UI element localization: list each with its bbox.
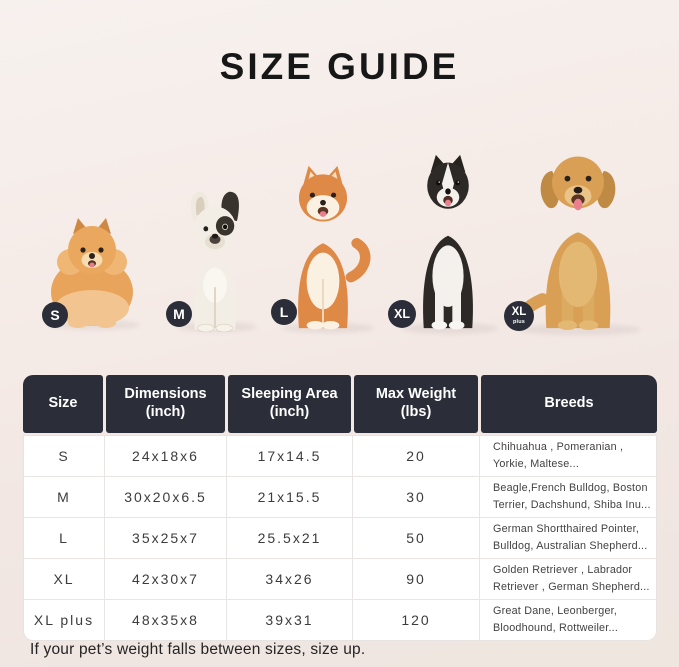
table-row xyxy=(24,517,656,558)
size-badge-xl-plus xyxy=(504,301,534,331)
header-size: Size xyxy=(23,375,103,433)
size-badge-s xyxy=(42,302,68,328)
size-badge-s-label: S xyxy=(50,307,60,323)
table-body xyxy=(23,435,657,641)
size-badge-m xyxy=(166,301,192,327)
breeds-cell: German Shortthaired Pointer, Bulldog, Australian Shepherd... xyxy=(493,522,648,552)
sleeping-area-cell: 39x31 xyxy=(227,600,353,640)
table-row xyxy=(24,599,656,640)
size-cell: L xyxy=(24,518,105,558)
dimensions-cell: 42x30x7 xyxy=(105,559,227,599)
page-title: SIZE GUIDE xyxy=(219,46,460,87)
size-cell: XL xyxy=(24,559,105,599)
dimensions-cell: 48x35x8 xyxy=(105,600,227,640)
size-up-note: If your pet’s weight falls between sizes, size up. xyxy=(30,641,366,658)
header-dimensions: Dimensions (inch) xyxy=(106,375,225,433)
size-badge-xl-plus-sublabel: plus xyxy=(512,318,526,325)
breeds-cell: Great Dane, Leonberger, Bloodhound, Rottweiler... xyxy=(493,604,619,634)
max-weight-cell: 50 xyxy=(353,518,480,558)
dimensions-cell: 35x25x7 xyxy=(105,518,227,558)
table-row xyxy=(24,558,656,599)
sleeping-area-cell: 34x26 xyxy=(227,559,353,599)
golden-retriever-image xyxy=(506,146,650,330)
max-weight-cell: 90 xyxy=(353,559,480,599)
sleeping-area-cell: 21x15.5 xyxy=(227,477,353,517)
size-guide-table xyxy=(23,375,657,641)
header-sleeping-area: Sleeping Area (inch) xyxy=(228,375,351,433)
header-max-weight: Max Weight (lbs) xyxy=(354,375,478,433)
header-breeds: Breeds xyxy=(481,375,657,433)
breeds-cell: Beagle,French Bulldog, Boston Terrier, Dachshund, Shiba Inu... xyxy=(493,481,651,511)
table-header-row xyxy=(23,375,657,433)
size-cell: XL plus xyxy=(24,600,105,640)
size-badge-xl-label: XL xyxy=(394,306,410,321)
size-badge-xl-plus-label: XL xyxy=(511,305,527,318)
size-badge-l-label: L xyxy=(279,304,289,320)
size-cell: M xyxy=(24,477,105,517)
max-weight-cell: 30 xyxy=(353,477,480,517)
sleeping-area-cell: 25.5x21 xyxy=(227,518,353,558)
dimensions-cell: 24x18x6 xyxy=(105,436,227,476)
size-badge-m-label: M xyxy=(173,306,185,322)
size-badge-l xyxy=(271,299,297,325)
size-badge-xl xyxy=(388,300,416,328)
table-row xyxy=(24,436,656,476)
max-weight-cell: 20 xyxy=(353,436,480,476)
breeds-cell: Golden Retriever , Labrador Retriever , German Shepherd... xyxy=(493,563,650,593)
dimensions-cell: 30x20x6.5 xyxy=(105,477,227,517)
size-cell: S xyxy=(24,436,105,476)
table-row xyxy=(24,476,656,517)
breeds-cell: Chihuahua , Pomeranian , Yorkie, Maltese... xyxy=(493,440,624,470)
max-weight-cell: 120 xyxy=(353,600,480,640)
sleeping-area-cell: 17x14.5 xyxy=(227,436,353,476)
